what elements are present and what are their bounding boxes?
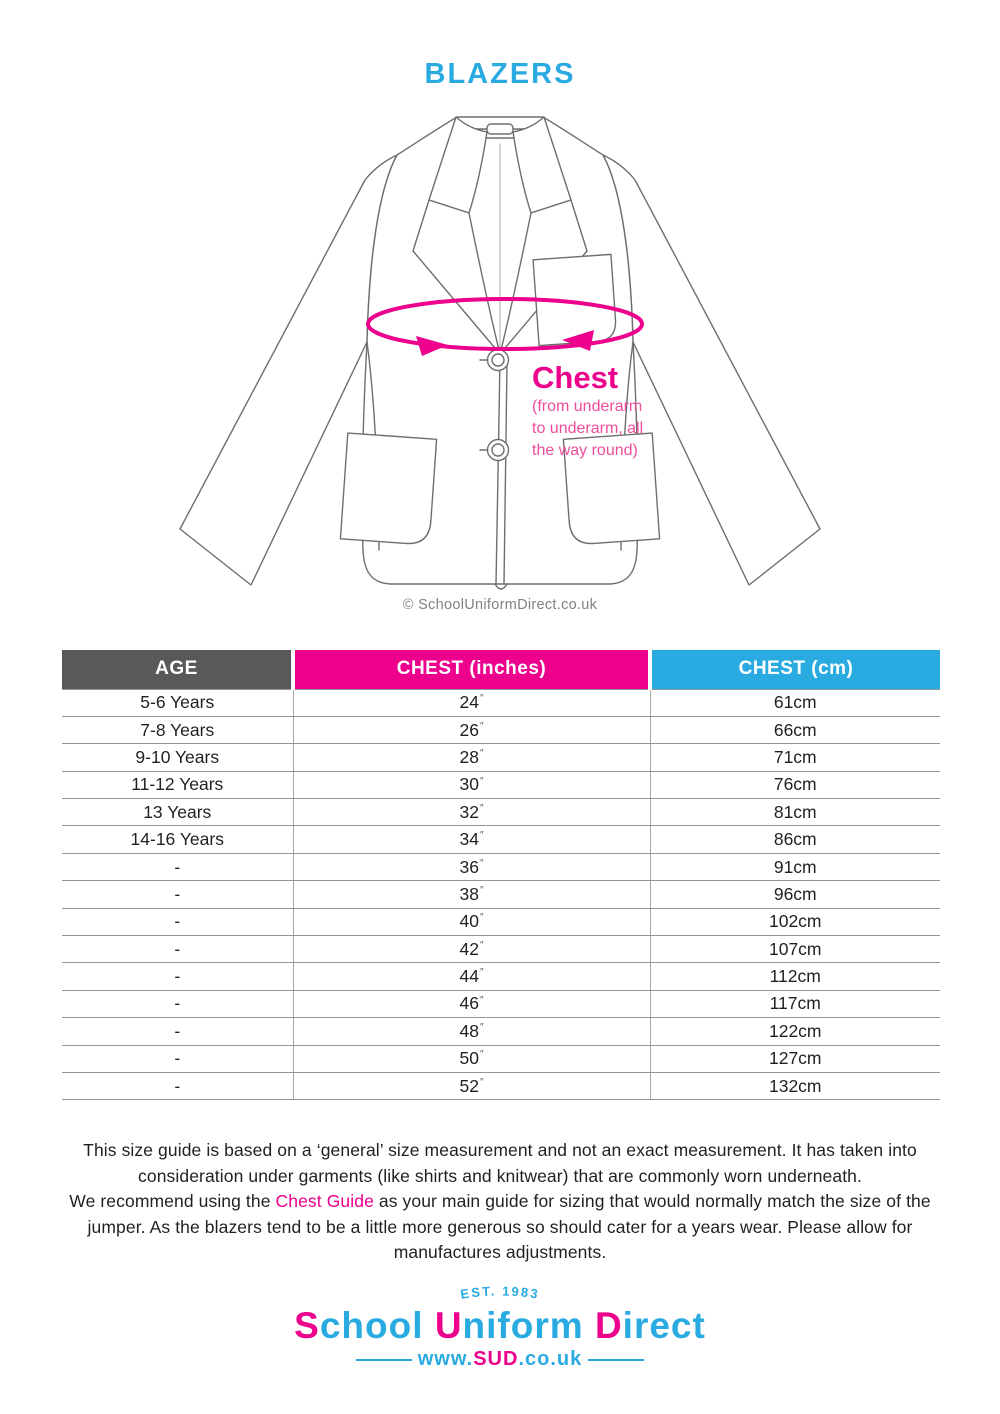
brand-word-part: U <box>434 1305 463 1346</box>
brand-url-part: SUD <box>473 1348 519 1370</box>
brand-word-part: chool <box>319 1305 435 1346</box>
svg-text:EST. 1983 <box>459 1283 540 1301</box>
chest-note-line-2: to underarm, all <box>532 420 644 437</box>
table-row <box>62 963 940 990</box>
table-row <box>62 853 940 880</box>
inch-mark: ″ <box>479 885 484 897</box>
age-cell: - <box>62 908 293 935</box>
chest-inches-cell: 32″ <box>293 799 650 826</box>
chest-cm-cell: 81cm <box>650 799 940 826</box>
brand-word-part: niform <box>462 1305 595 1346</box>
chest-cm-cell: 102cm <box>650 908 940 935</box>
chest-inches-cell: 52″ <box>293 1072 650 1099</box>
inch-mark: ″ <box>479 775 484 787</box>
age-cell: 7-8 Years <box>62 716 293 743</box>
table-row <box>62 771 940 798</box>
inch-mark: ″ <box>479 720 484 732</box>
chest-cm-cell: 61cm <box>650 689 940 716</box>
size-table <box>62 650 940 1100</box>
header-age: AGE <box>62 650 293 689</box>
inch-mark: ″ <box>479 967 484 979</box>
chest-inches-cell: 24″ <box>293 689 650 716</box>
age-cell: - <box>62 1018 293 1045</box>
chest-cm-cell: 112cm <box>650 963 940 990</box>
table-row <box>62 1072 940 1099</box>
brand-wordmark <box>0 1305 1000 1346</box>
header-chest-cm: CHEST (cm) <box>650 650 940 689</box>
est-1983-arc <box>380 1278 620 1308</box>
chest-note-line-1: (from underarm <box>532 398 643 415</box>
brand-word-part: S <box>294 1305 320 1346</box>
brand-url-part: .co.uk <box>518 1348 583 1370</box>
chest-inches-cell: 44″ <box>293 963 650 990</box>
age-cell: - <box>62 963 293 990</box>
brand-url[interactable] <box>418 1348 583 1370</box>
table-row <box>62 908 940 935</box>
chest-inches-cell: 30″ <box>293 771 650 798</box>
chest-cm-cell: 122cm <box>650 1018 940 1045</box>
age-cell: 5-6 Years <box>62 689 293 716</box>
chest-cm-cell: 107cm <box>650 936 940 963</box>
chest-cm-cell: 132cm <box>650 1072 940 1099</box>
size-table-body <box>62 689 940 1100</box>
chest-cm-cell: 86cm <box>650 826 940 853</box>
table-row <box>62 881 940 908</box>
brand-word-part: D <box>594 1305 623 1346</box>
chest-label: Chest <box>532 360 619 395</box>
blazer-diagram <box>170 102 830 602</box>
inch-mark: ″ <box>479 939 484 951</box>
est-1983-text: EST. 1983 <box>459 1283 541 1302</box>
age-cell: - <box>62 936 293 963</box>
bottom-button-inner <box>492 444 504 456</box>
page-title: BLAZERS <box>424 58 576 90</box>
notes-p2-after: as your main guide for sizing that would normally match the size of the jumper. As the blazers tend to be a little more generous so should cater for a years wear. Please allow for manufactures adjustments. <box>87 1191 931 1262</box>
chest-cm-cell: 76cm <box>650 771 940 798</box>
brand-url-part: www. <box>417 1348 474 1370</box>
size-guide-notes <box>48 1138 952 1266</box>
copyright-line: © SchoolUniformDirect.co.uk <box>402 597 598 613</box>
table-row <box>62 744 940 771</box>
age-cell: 13 Years <box>62 799 293 826</box>
hem-dip <box>495 584 507 589</box>
age-cell: - <box>62 881 293 908</box>
inch-mark: ″ <box>479 1076 484 1088</box>
chest-inches-cell: 36″ <box>293 853 650 880</box>
inch-mark: ″ <box>479 1022 484 1034</box>
age-cell: - <box>62 1045 293 1072</box>
age-cell: - <box>62 990 293 1017</box>
chest-inches-cell: 46″ <box>293 990 650 1017</box>
age-cell: 9-10 Years <box>62 744 293 771</box>
notes-paragraph-2 <box>48 1189 952 1266</box>
chest-inches-cell: 50″ <box>293 1045 650 1072</box>
age-cell: 14-16 Years <box>62 826 293 853</box>
brand-word-part: irect <box>622 1305 706 1346</box>
inch-mark: ″ <box>479 748 484 760</box>
chest-inches-cell: 34″ <box>293 826 650 853</box>
inch-mark: ″ <box>479 693 484 705</box>
inch-mark: ″ <box>479 994 484 1006</box>
chest-inches-cell: 38″ <box>293 881 650 908</box>
header-chest-inches: CHEST (inches) <box>293 650 650 689</box>
table-row <box>62 716 940 743</box>
inch-mark: ″ <box>479 802 484 814</box>
notes-p2-before: We recommend using the <box>69 1191 276 1211</box>
chest-cm-cell: 71cm <box>650 744 940 771</box>
chest-inches-cell: 26″ <box>293 716 650 743</box>
inch-mark: ″ <box>479 857 484 869</box>
notes-paragraph-1: This size guide is based on a ‘general’ size measurement and not an exact measurement. It has taken into consideration under garments (like shirts and knitwear) that are commonly worn underneath. <box>83 1140 917 1186</box>
chest-guide-link[interactable]: Chest Guide <box>275 1191 374 1211</box>
chest-cm-cell: 96cm <box>650 881 940 908</box>
table-row <box>62 826 940 853</box>
table-row <box>62 689 940 716</box>
chest-inches-cell: 42″ <box>293 936 650 963</box>
inch-mark: ″ <box>479 1049 484 1061</box>
age-cell: - <box>62 853 293 880</box>
table-row <box>62 799 940 826</box>
dash-line-right <box>588 1359 644 1361</box>
table-row <box>62 1045 940 1072</box>
chest-note-line-3: the way round) <box>532 442 638 459</box>
blazer-line-drawing <box>170 102 830 602</box>
chest-cm-cell: 91cm <box>650 853 940 880</box>
table-row <box>62 990 940 1017</box>
footer-logo <box>0 1278 1000 1371</box>
brand-url-line <box>0 1348 1000 1371</box>
left-hip-pocket <box>340 433 436 545</box>
chest-inches-cell: 48″ <box>293 1018 650 1045</box>
inch-mark: ″ <box>479 912 484 924</box>
chest-cm-cell: 66cm <box>650 716 940 743</box>
table-row <box>62 1018 940 1045</box>
chest-cm-cell: 127cm <box>650 1045 940 1072</box>
table-row <box>62 936 940 963</box>
chest-inches-cell: 40″ <box>293 908 650 935</box>
age-cell: 11-12 Years <box>62 771 293 798</box>
dash-line-left <box>356 1359 412 1361</box>
chest-cm-cell: 117cm <box>650 990 940 1017</box>
inch-mark: ″ <box>479 830 484 842</box>
top-button-inner <box>492 354 504 366</box>
size-table-header <box>62 650 940 689</box>
age-cell: - <box>62 1072 293 1099</box>
hanger-loop <box>487 124 513 134</box>
chest-inches-cell: 28″ <box>293 744 650 771</box>
